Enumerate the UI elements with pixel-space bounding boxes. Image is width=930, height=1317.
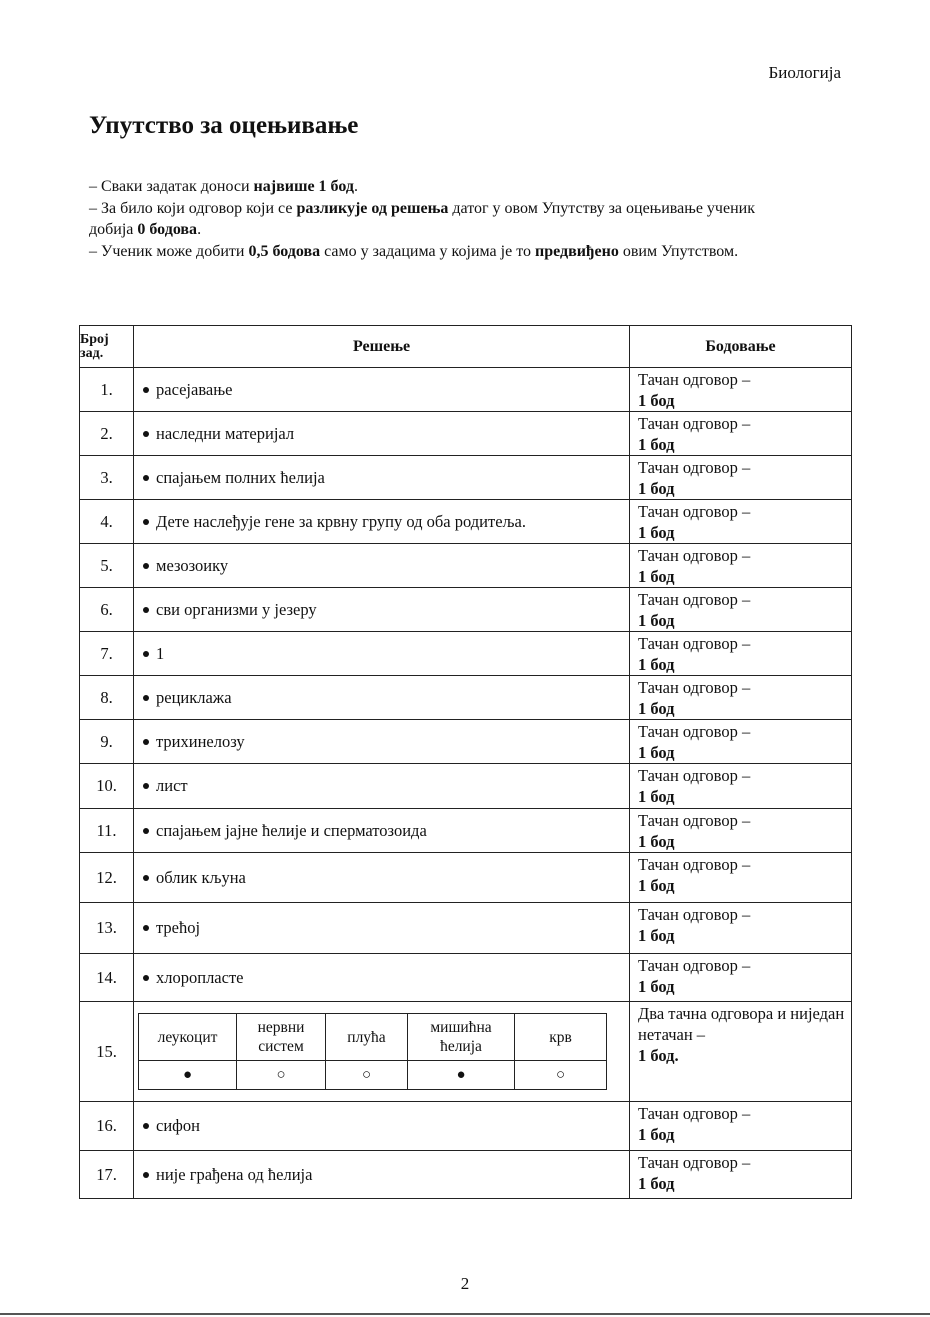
table-row-task-15 [80, 1002, 852, 1102]
solution-text: трихинелозу [156, 731, 245, 751]
matrix-label: крв [515, 1014, 607, 1061]
task-number: 4. [80, 500, 134, 544]
solution-cell [134, 1102, 630, 1151]
rule-text: . [197, 221, 202, 238]
score-text: Тачан одговор – [638, 634, 751, 653]
solution-cell [134, 1151, 630, 1199]
page-title: Упутство за оцењивање [89, 112, 359, 139]
matrix-mark: ○ [326, 1061, 408, 1090]
matrix-marks-row [139, 1061, 607, 1090]
bullet-icon [143, 975, 149, 981]
score-cell [630, 456, 852, 500]
rule-text: – Ученик може добити [89, 242, 249, 260]
task-number: 9. [80, 720, 134, 764]
organ-matrix [138, 1013, 607, 1090]
score-text: Тачан одговор – [638, 590, 751, 609]
table-row [80, 1151, 852, 1199]
table-row [80, 720, 852, 764]
solution-cell [134, 903, 630, 954]
table-row [80, 954, 852, 1002]
score-text: Тачан одговор – [638, 678, 751, 697]
bullet-icon [143, 519, 149, 525]
score-cell [630, 676, 852, 720]
bullet-icon [143, 739, 149, 745]
score-points: 1 бод [638, 699, 675, 718]
bullet-icon [143, 475, 149, 481]
score-cell [630, 954, 852, 1002]
score-cell [630, 764, 852, 809]
task-number: 13. [80, 903, 134, 954]
score-text: Тачан одговор – [638, 458, 751, 477]
matrix-mark: ● [408, 1061, 515, 1090]
table-row [80, 544, 852, 588]
solution-cell [134, 544, 630, 588]
matrix-label: плућа [326, 1014, 408, 1061]
rule-emphasis: највише 1 бод [253, 178, 354, 195]
table-row [80, 368, 852, 412]
table-row [80, 853, 852, 903]
task-number: 14. [80, 954, 134, 1002]
bullet-icon [143, 563, 149, 569]
grading-rule [89, 241, 789, 263]
rule-text: само у задацима у којима је то [320, 242, 535, 260]
score-points: 1 бод [638, 567, 675, 586]
matrix-labels-row [139, 1014, 607, 1061]
task-number: 11. [80, 809, 134, 853]
score-text: Тачан одговор – [638, 956, 751, 975]
score-cell [630, 368, 852, 412]
score-text: Тачан одговор – [638, 502, 751, 521]
score-text: Тачан одговор – [638, 722, 751, 741]
score-text: Тачан одговор – [638, 546, 751, 565]
score-text: Тачан одговор – [638, 1153, 751, 1172]
solution-text: облик кљуна [156, 867, 246, 887]
table-row [80, 632, 852, 676]
score-points: 1 бод [638, 523, 675, 542]
table-row [80, 500, 852, 544]
bullet-icon [143, 607, 149, 613]
task-number: 3. [80, 456, 134, 500]
score-cell [630, 500, 852, 544]
solution-cell [134, 676, 630, 720]
matrix-label: мишићна ћелија [408, 1014, 515, 1061]
score-text: Тачан одговор – [638, 811, 751, 830]
bullet-icon [143, 695, 149, 701]
task-number: 8. [80, 676, 134, 720]
rule-emphasis: предвиђено [534, 242, 619, 260]
task-number: 1. [80, 368, 134, 412]
rule-text: – За било који одговор који се [89, 199, 297, 217]
bullet-icon [143, 783, 149, 789]
grading-rule [89, 176, 789, 198]
table-row [80, 1102, 852, 1151]
task-number: 5. [80, 544, 134, 588]
header-task-number: Број зад. [80, 326, 134, 368]
score-points: 1 бод [638, 1174, 675, 1193]
solution-cell [134, 954, 630, 1002]
table-row [80, 412, 852, 456]
page-bottom-rule [0, 1313, 930, 1315]
matrix-mark: ● [139, 1061, 237, 1090]
table-row [80, 588, 852, 632]
score-text: Тачан одговор – [638, 414, 751, 433]
solution-text: спајањем јајне ћелије и сперматозоида [156, 820, 427, 840]
solution-cell [134, 853, 630, 903]
answer-key-table [79, 325, 852, 1199]
score-cell [630, 1151, 852, 1199]
score-cell [630, 412, 852, 456]
solution-text: рециклажа [156, 687, 232, 707]
bullet-icon [143, 387, 149, 393]
score-points: 1 бод [638, 876, 675, 895]
solution-cell [134, 764, 630, 809]
score-points: 1 бод [638, 1125, 675, 1144]
score-points: 1 бод [638, 977, 675, 996]
task-number: 12. [80, 853, 134, 903]
solution-text: 1 [156, 643, 165, 663]
score-points: 1 бод [638, 655, 675, 674]
solution-text: спајањем полних ћелија [156, 467, 325, 487]
solution-cell [134, 368, 630, 412]
page-number: 2 [460, 1274, 470, 1293]
rule-text: овим Упутством. [618, 242, 739, 260]
solution-text: сифон [156, 1116, 200, 1135]
table-row [80, 809, 852, 853]
score-cell [630, 853, 852, 903]
solution-cell [134, 588, 630, 632]
solution-cell [134, 632, 630, 676]
rule-text: датог у овом Упутству за оцењивање ученик добија [89, 199, 755, 238]
solution-cell [134, 412, 630, 456]
bullet-icon [143, 828, 149, 834]
solution-cell [134, 720, 630, 764]
solution-cell [134, 456, 630, 500]
solution-text: хлоропласте [156, 967, 244, 987]
bullet-icon [143, 875, 149, 881]
solution-text: мезозоику [156, 555, 229, 575]
rule-text: – Сваки задатак доноси [89, 178, 254, 195]
table-header-row [80, 326, 852, 368]
table-row [80, 676, 852, 720]
score-cell [630, 903, 852, 954]
score-points: 1 бод [638, 743, 675, 762]
header-scoring: Бодовање [630, 326, 852, 368]
score-text: Тачан одговор – [638, 766, 751, 785]
rule-emphasis: 0 бодова [137, 221, 198, 238]
matrix-label: леукоцит [139, 1014, 237, 1061]
header-solution: Решење [134, 326, 630, 368]
score-points: 1 бод [638, 611, 675, 630]
score-points: 1 бод [638, 926, 675, 945]
score-cell [630, 1002, 852, 1102]
score-cell [630, 544, 852, 588]
solution-cell [134, 809, 630, 853]
bullet-icon [143, 431, 149, 437]
score-cell [630, 809, 852, 853]
task-number: 16. [80, 1102, 134, 1151]
score-text: Тачан одговор – [638, 1104, 751, 1123]
solution-text: сви организми у језеру [156, 599, 317, 619]
score-text: Тачан одговор – [638, 905, 751, 924]
task-number: 6. [80, 588, 134, 632]
solution-text: трећој [156, 918, 201, 937]
score-cell [630, 1102, 852, 1151]
solution-text: Дете наслеђује гене за крвну групу од оба родитеља. [156, 511, 526, 531]
grading-rule [89, 198, 789, 241]
solution-text: није грађена од ћелија [156, 1164, 313, 1184]
score-points: 1 бод. [638, 1046, 679, 1065]
rule-text: . [353, 178, 358, 195]
bullet-icon [143, 1172, 149, 1178]
matrix-mark: ○ [237, 1061, 326, 1090]
bullet-icon [143, 925, 149, 931]
task-number: 7. [80, 632, 134, 676]
table-row [80, 903, 852, 954]
score-points: 1 бод [638, 787, 675, 806]
solution-cell [134, 1002, 630, 1102]
score-points: 1 бод [638, 832, 675, 851]
bullet-icon [143, 651, 149, 657]
solution-cell [134, 500, 630, 544]
task-number: 15. [80, 1002, 134, 1102]
solution-text: наследни материјал [156, 423, 295, 443]
task-number: 17. [80, 1151, 134, 1199]
grading-rules [89, 176, 789, 262]
matrix-mark: ○ [515, 1061, 607, 1090]
score-text: Два тачна одговора и ниједан нетачан – [638, 1004, 845, 1044]
table-row [80, 764, 852, 809]
task-number: 2. [80, 412, 134, 456]
solution-text: расејавање [156, 379, 233, 399]
bullet-icon [143, 1123, 149, 1129]
matrix-label: нервни систем [237, 1014, 326, 1061]
score-text: Тачан одговор – [638, 370, 751, 389]
score-text: Тачан одговор – [638, 855, 751, 874]
score-cell [630, 588, 852, 632]
score-points: 1 бод [638, 479, 675, 498]
score-points: 1 бод [638, 435, 675, 454]
subject-label: Биологија [768, 63, 841, 82]
rule-emphasis: 0,5 бодова [248, 242, 321, 260]
score-cell [630, 632, 852, 676]
solution-text: лист [156, 776, 188, 795]
rule-emphasis: разликује од решења [296, 199, 449, 217]
score-cell [630, 720, 852, 764]
task-number: 10. [80, 764, 134, 809]
table-row [80, 456, 852, 500]
score-points: 1 бод [638, 391, 675, 410]
